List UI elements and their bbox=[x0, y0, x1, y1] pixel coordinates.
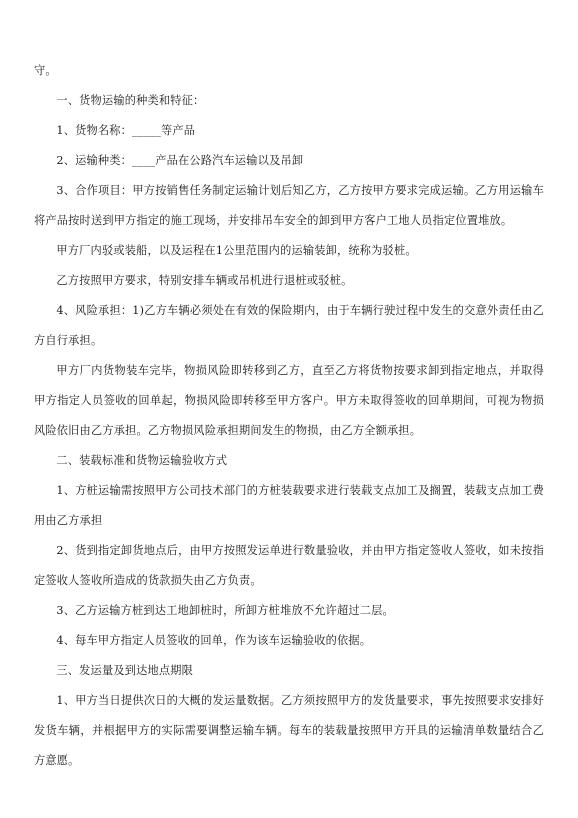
paragraph: 2、运输种类：____产品在公路汽车运输以及吊卸 bbox=[56, 154, 304, 167]
section-heading-cargo-types: 一、货物运输的种类和特征： bbox=[56, 94, 205, 107]
paragraph: 4、风险承担：1)乙方车辆必须处在有效的保险期内，由于车辆行驶过程中发生的交意外责任由乙方自行承担。 bbox=[34, 304, 544, 347]
paragraph: 1、甲方当日提供次日的大概的发运量数据。乙方须按照甲方的发货量要求，事先按照要求安排好发货车辆，并根据甲方的实际需要调整运输车辆。每车的装载量按照甲方开具的运输清单数量结合乙方意愿。 bbox=[34, 694, 544, 767]
paragraph: 甲方厂内驳或装船，以及运程在1公里范围内的运输装卸，统称为驳桩。 bbox=[56, 244, 417, 257]
paragraph: 甲方厂内货物装车完毕，物损风险即转移到乙方，直至乙方将货物按要求卸到指定地点，并取得甲方指定人员签收的回单起，物损风险即转移至甲方客户。甲方未取得签收的回单期间，可视为物损风险依旧由乙方承担。乙方物损风险承担期间发生的物损，由乙方全额承担。 bbox=[34, 364, 544, 437]
paragraph: 3、乙方运输方桩到达工地卸桩时，所卸方桩堆放不允许超过二层。 bbox=[56, 604, 394, 617]
section-heading-loading-standards: 二、装载标准和货物运输验收方式 bbox=[56, 454, 228, 467]
paragraph: 1、货物名称：_____等产品 bbox=[56, 124, 196, 137]
paragraph: 3、合作项目：甲方按销售任务制定运输计划后知乙方，乙方按甲方要求完成运输。乙方用运输车将产品按时送到甲方指定的施工现场，并安排吊车安全的卸到甲方客户工地人员指定位置堆放。 bbox=[34, 184, 544, 227]
paragraph: 4、每车甲方指定人员签收的回单，作为该车运输验收的依据。 bbox=[56, 634, 372, 647]
paragraph: 2、货到指定卸货地点后，由甲方按照发运单进行数量验收，并由甲方指定签收人签收，如未按指定签收人签收所造成的货款损失由乙方负责。 bbox=[34, 544, 544, 587]
paragraph: 1、方桩运输需按照甲方公司技术部门的方桩装载要求进行装载支点加工及搁置，装载支点加工费用由乙方承担 bbox=[34, 484, 544, 527]
section-heading-shipping-volume: 三、发运量及到达地点期限 bbox=[56, 664, 194, 677]
paragraph: 乙方按照甲方要求，特别安排车辆或吊机进行退桩或驳桩。 bbox=[56, 274, 353, 287]
paragraph: 守。 bbox=[34, 64, 57, 77]
